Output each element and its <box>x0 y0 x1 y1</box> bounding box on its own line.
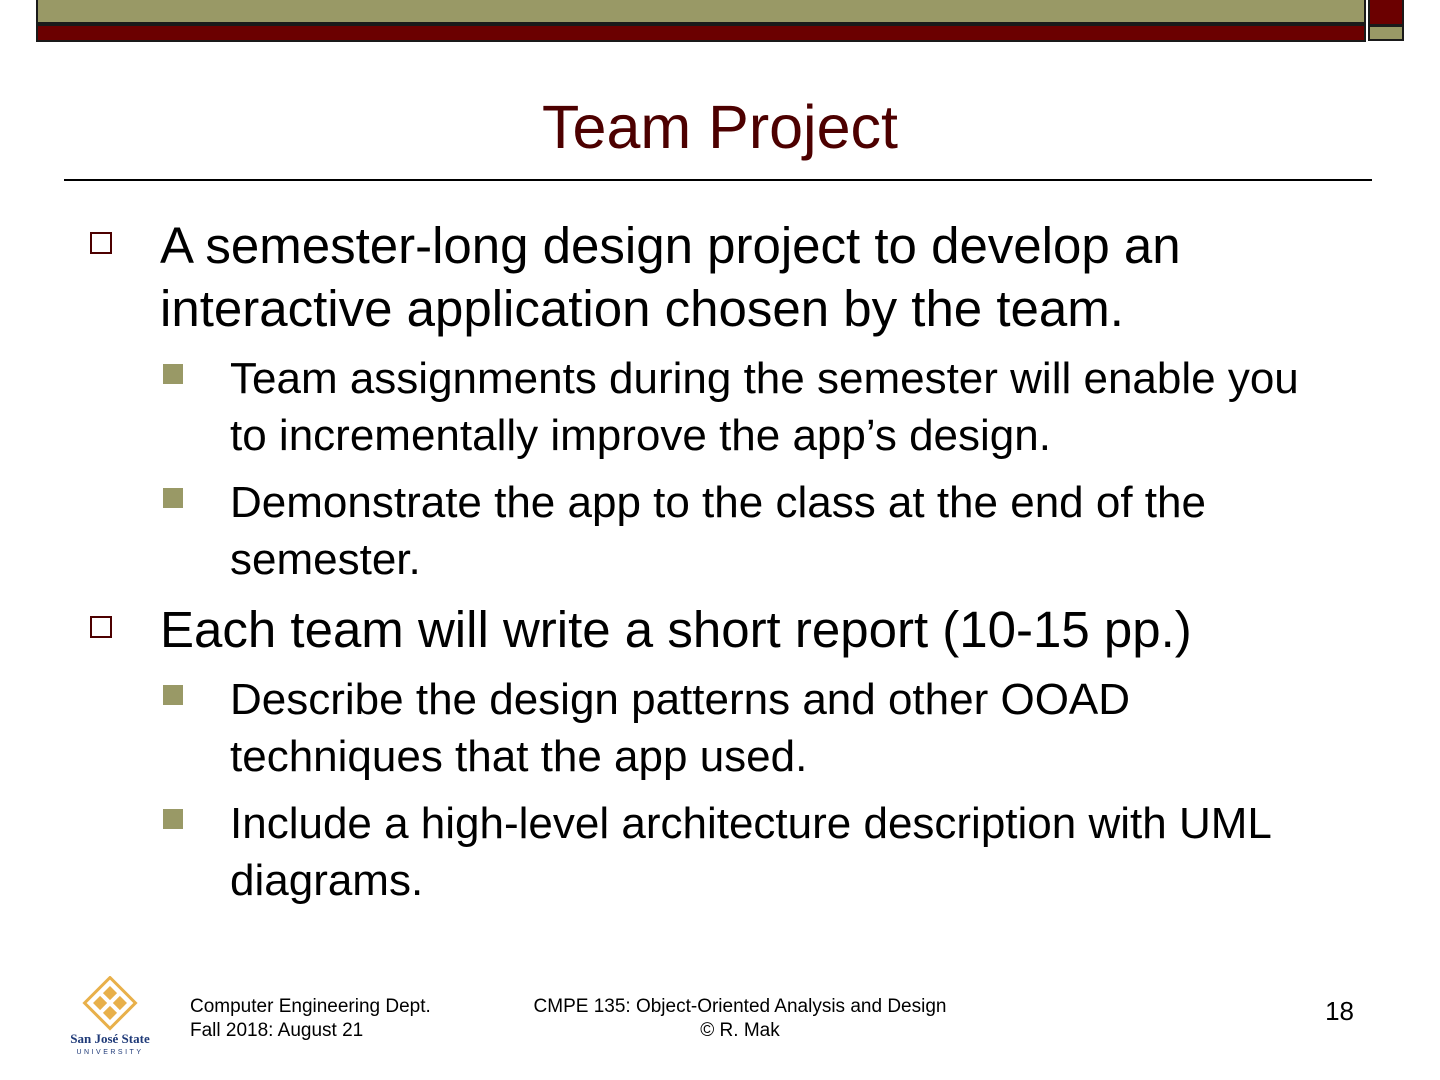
title-divider <box>64 179 1372 181</box>
sub-bullet-text: Team assignments during the semester will enable you to incrementally improve the app’s design. <box>230 354 1299 460</box>
page-number: 18 <box>1325 996 1354 1026</box>
filled-square-bullet-icon <box>163 364 183 384</box>
footer-author: © R. Mak <box>700 1020 780 1041</box>
sub-bullet-item <box>230 795 1330 909</box>
bullet-item <box>160 598 1330 661</box>
bullet-text: Each team will write a short report (10-15 pp.) <box>160 601 1192 658</box>
slide-body <box>0 214 1440 919</box>
university-logo <box>64 976 156 1056</box>
footer-course: CMPE 135: Object-Oriented Analysis and Design <box>533 996 947 1017</box>
footer-term: Fall 2018: August 21 <box>190 1020 364 1041</box>
bullet-item <box>160 214 1330 340</box>
sub-bullet-item <box>230 350 1330 464</box>
hollow-square-bullet-icon <box>90 616 112 638</box>
corner-maroon-block <box>1368 0 1404 26</box>
corner-olive-block <box>1368 25 1404 41</box>
footer-dept: Computer Engineering Dept. <box>190 996 431 1017</box>
top-maroon-bar <box>36 24 1366 42</box>
sub-bullet-text: Include a high-level architecture description with UML diagrams. <box>230 799 1271 905</box>
sub-bullet-text: Describe the design patterns and other OOAD techniques that the app used. <box>230 675 1131 781</box>
filled-square-bullet-icon <box>163 685 183 705</box>
filled-square-bullet-icon <box>163 809 183 829</box>
slide-title: Team Project <box>542 93 898 161</box>
hollow-square-bullet-icon <box>90 232 112 254</box>
sub-bullet-item <box>230 671 1330 785</box>
footer-course-info <box>490 995 990 1043</box>
sub-bullet-item <box>230 474 1330 588</box>
top-olive-bar <box>36 0 1366 24</box>
filled-square-bullet-icon <box>163 488 183 508</box>
logo-subtext: UNIVERSITY <box>76 1049 144 1056</box>
sjsu-logo-icon <box>64 976 156 1056</box>
sub-bullet-text: Demonstrate the app to the class at the end of the semester. <box>230 478 1206 584</box>
bullet-text: A semester-long design project to develop an interactive application chosen by the team. <box>160 217 1181 337</box>
logo-wordmark: San José State <box>70 1031 150 1046</box>
footer-dept-info <box>190 995 431 1043</box>
